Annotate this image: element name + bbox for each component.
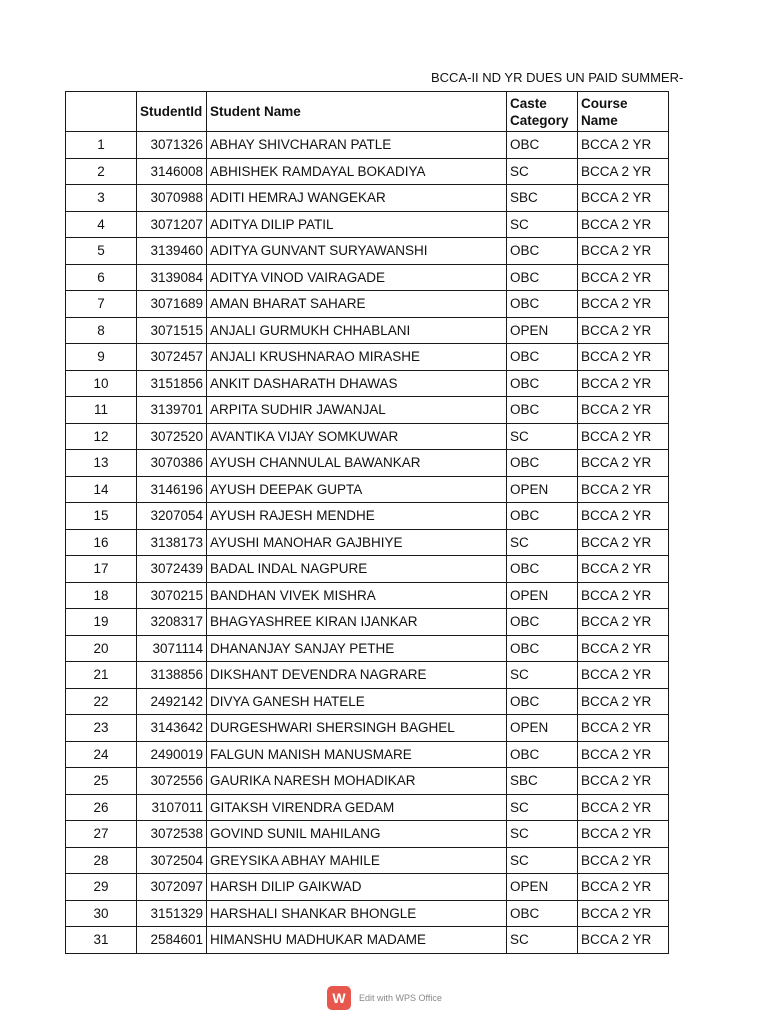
student-name-cell: DHANANJAY SANJAY PETHE — [207, 635, 507, 662]
student-name-cell: HARSH DILIP GAIKWAD — [207, 874, 507, 901]
student-name-cell: HARSHALI SHANKAR BHONGLE — [207, 900, 507, 927]
caste-category-cell: OBC — [507, 635, 578, 662]
caste-category-cell: OBC — [507, 291, 578, 318]
student-id-cell: 3139084 — [137, 264, 207, 291]
student-name-cell: AYUSH CHANNULAL BAWANKAR — [207, 450, 507, 477]
student-id-cell: 3207054 — [137, 503, 207, 530]
table-row — [66, 662, 669, 689]
serial-number-cell: 13 — [66, 450, 137, 477]
student-id-cell: 3070215 — [137, 582, 207, 609]
table-row — [66, 847, 669, 874]
serial-number-cell: 9 — [66, 344, 137, 371]
caste-category-cell: SC — [507, 423, 578, 450]
table-row — [66, 609, 669, 636]
student-id-cell: 3072538 — [137, 821, 207, 848]
table-row — [66, 370, 669, 397]
table-row — [66, 291, 669, 318]
course-name-cell: BCCA 2 YR — [578, 821, 669, 848]
table-row — [66, 529, 669, 556]
serial-number-cell: 29 — [66, 874, 137, 901]
caste-category-cell: OBC — [507, 370, 578, 397]
course-name-cell: BCCA 2 YR — [578, 317, 669, 344]
serial-number-cell: 11 — [66, 397, 137, 424]
student-id-cell: 2490019 — [137, 741, 207, 768]
student-id-cell: 3146008 — [137, 158, 207, 185]
serial-number-cell: 16 — [66, 529, 137, 556]
student-name-cell: AYUSH DEEPAK GUPTA — [207, 476, 507, 503]
table-row — [66, 503, 669, 530]
serial-number-cell: 31 — [66, 927, 137, 954]
caste-category-cell: OPEN — [507, 582, 578, 609]
student-id-cell: 3072556 — [137, 768, 207, 795]
table-row — [66, 821, 669, 848]
wps-footer-text[interactable]: Edit with WPS Office — [359, 993, 442, 1003]
caste-category-cell: OBC — [507, 503, 578, 530]
table-row — [66, 688, 669, 715]
student-name-cell: ANJALI KRUSHNARAO MIRASHE — [207, 344, 507, 371]
student-id-cell: 3071207 — [137, 211, 207, 238]
caste-category-cell: SC — [507, 794, 578, 821]
caste-category-cell: OBC — [507, 344, 578, 371]
course-name-cell: BCCA 2 YR — [578, 185, 669, 212]
course-name-cell: BCCA 2 YR — [578, 397, 669, 424]
serial-number-cell: 14 — [66, 476, 137, 503]
caste-category-cell: OBC — [507, 264, 578, 291]
serial-number-cell: 2 — [66, 158, 137, 185]
student-name-cell: AYUSHI MANOHAR GAJBHIYE — [207, 529, 507, 556]
page-title: BCCA-II ND YR DUES UN PAID SUMMER- — [431, 70, 684, 85]
caste-category-cell: OPEN — [507, 317, 578, 344]
student-id-cell: 3072504 — [137, 847, 207, 874]
course-name-cell: BCCA 2 YR — [578, 874, 669, 901]
student-id-cell: 3139460 — [137, 238, 207, 265]
student-id-cell: 3138856 — [137, 662, 207, 689]
table-row — [66, 715, 669, 742]
caste-category-cell: SC — [507, 211, 578, 238]
serial-number-cell: 19 — [66, 609, 137, 636]
table-row — [66, 238, 669, 265]
course-name-cell: BCCA 2 YR — [578, 503, 669, 530]
course-name-cell: BCCA 2 YR — [578, 715, 669, 742]
student-name-cell: ADITYA GUNVANT SURYAWANSHI — [207, 238, 507, 265]
student-id-cell: 3071326 — [137, 132, 207, 159]
course-name-cell: BCCA 2 YR — [578, 741, 669, 768]
student-id-cell: 2584601 — [137, 927, 207, 954]
student-id-cell: 3072520 — [137, 423, 207, 450]
serial-number-cell: 28 — [66, 847, 137, 874]
caste-category-cell: OBC — [507, 397, 578, 424]
caste-category-cell: OBC — [507, 609, 578, 636]
serial-number-cell: 18 — [66, 582, 137, 609]
student-name-cell: GREYSIKA ABHAY MAHILE — [207, 847, 507, 874]
course-name-cell: BCCA 2 YR — [578, 211, 669, 238]
serial-number-cell: 27 — [66, 821, 137, 848]
table-row — [66, 476, 669, 503]
wps-logo-icon[interactable]: W — [327, 986, 351, 1010]
caste-category-cell: SBC — [507, 185, 578, 212]
course-name-cell: BCCA 2 YR — [578, 423, 669, 450]
student-id-cell: 3151329 — [137, 900, 207, 927]
serial-number-cell: 1 — [66, 132, 137, 159]
course-name-cell: BCCA 2 YR — [578, 529, 669, 556]
serial-number-cell: 24 — [66, 741, 137, 768]
course-name-cell: BCCA 2 YR — [578, 768, 669, 795]
student-id-cell: 3146196 — [137, 476, 207, 503]
table-row — [66, 317, 669, 344]
student-name-cell: ADITYA VINOD VAIRAGADE — [207, 264, 507, 291]
header-serial-number — [66, 92, 137, 132]
student-id-cell: 3070386 — [137, 450, 207, 477]
caste-category-cell: SC — [507, 529, 578, 556]
table-row — [66, 768, 669, 795]
student-id-cell: 3070988 — [137, 185, 207, 212]
serial-number-cell: 8 — [66, 317, 137, 344]
course-name-cell: BCCA 2 YR — [578, 927, 669, 954]
table-row — [66, 264, 669, 291]
caste-category-cell: OPEN — [507, 476, 578, 503]
course-name-cell: BCCA 2 YR — [578, 556, 669, 583]
caste-category-cell: OBC — [507, 450, 578, 477]
student-id-cell: 3139701 — [137, 397, 207, 424]
course-name-cell: BCCA 2 YR — [578, 264, 669, 291]
course-name-cell: BCCA 2 YR — [578, 582, 669, 609]
header-caste-category: Caste Category — [507, 92, 578, 132]
caste-category-cell: OBC — [507, 900, 578, 927]
student-name-cell: FALGUN MANISH MANUSMARE — [207, 741, 507, 768]
table-row — [66, 927, 669, 954]
course-name-cell: BCCA 2 YR — [578, 688, 669, 715]
course-name-cell: BCCA 2 YR — [578, 476, 669, 503]
student-name-cell: ARPITA SUDHIR JAWANJAL — [207, 397, 507, 424]
course-name-cell: BCCA 2 YR — [578, 344, 669, 371]
serial-number-cell: 23 — [66, 715, 137, 742]
header-student-id: StudentId — [137, 92, 207, 132]
student-name-cell: AVANTIKA VIJAY SOMKUWAR — [207, 423, 507, 450]
table-row — [66, 556, 669, 583]
serial-number-cell: 25 — [66, 768, 137, 795]
student-id-cell: 3151856 — [137, 370, 207, 397]
serial-number-cell: 30 — [66, 900, 137, 927]
serial-number-cell: 5 — [66, 238, 137, 265]
serial-number-cell: 10 — [66, 370, 137, 397]
serial-number-cell: 12 — [66, 423, 137, 450]
caste-category-cell: OBC — [507, 238, 578, 265]
student-name-cell: GOVIND SUNIL MAHILANG — [207, 821, 507, 848]
table-row — [66, 635, 669, 662]
student-name-cell: ABHISHEK RAMDAYAL BOKADIYA — [207, 158, 507, 185]
table-row — [66, 423, 669, 450]
serial-number-cell: 7 — [66, 291, 137, 318]
table-row — [66, 450, 669, 477]
course-name-cell: BCCA 2 YR — [578, 158, 669, 185]
caste-category-cell: SBC — [507, 768, 578, 795]
caste-category-cell: SC — [507, 927, 578, 954]
student-id-cell: 3071515 — [137, 317, 207, 344]
course-name-cell: BCCA 2 YR — [578, 794, 669, 821]
course-name-cell: BCCA 2 YR — [578, 132, 669, 159]
course-name-cell: BCCA 2 YR — [578, 609, 669, 636]
caste-category-cell: OBC — [507, 741, 578, 768]
table-body — [66, 132, 669, 954]
student-name-cell: BADAL INDAL NAGPURE — [207, 556, 507, 583]
table-row — [66, 741, 669, 768]
student-id-cell: 3143642 — [137, 715, 207, 742]
student-id-cell: 2492142 — [137, 688, 207, 715]
student-name-cell: ANKIT DASHARATH DHAWAS — [207, 370, 507, 397]
caste-category-cell: SC — [507, 847, 578, 874]
caste-category-cell: OBC — [507, 688, 578, 715]
header-student-name: Student Name — [207, 92, 507, 132]
table-row — [66, 794, 669, 821]
course-name-cell: BCCA 2 YR — [578, 847, 669, 874]
student-id-cell: 3138173 — [137, 529, 207, 556]
caste-category-cell: OPEN — [507, 715, 578, 742]
student-name-cell: DIKSHANT DEVENDRA NAGRARE — [207, 662, 507, 689]
table-row — [66, 874, 669, 901]
student-id-cell: 3072457 — [137, 344, 207, 371]
course-name-cell: BCCA 2 YR — [578, 238, 669, 265]
table-row — [66, 344, 669, 371]
student-name-cell: ABHAY SHIVCHARAN PATLE — [207, 132, 507, 159]
course-name-cell: BCCA 2 YR — [578, 900, 669, 927]
caste-category-cell: SC — [507, 662, 578, 689]
serial-number-cell: 20 — [66, 635, 137, 662]
student-name-cell: ADITYA DILIP PATIL — [207, 211, 507, 238]
caste-category-cell: OBC — [507, 132, 578, 159]
student-id-cell: 3107011 — [137, 794, 207, 821]
table-row — [66, 158, 669, 185]
table-row — [66, 900, 669, 927]
student-name-cell: HIMANSHU MADHUKAR MADAME — [207, 927, 507, 954]
student-name-cell: DURGESHWARI SHERSINGH BAGHEL — [207, 715, 507, 742]
course-name-cell: BCCA 2 YR — [578, 370, 669, 397]
header-course-name: Course Name — [578, 92, 669, 132]
table-row — [66, 582, 669, 609]
caste-category-cell: SC — [507, 158, 578, 185]
student-name-cell: BHAGYASHREE KIRAN IJANKAR — [207, 609, 507, 636]
serial-number-cell: 15 — [66, 503, 137, 530]
serial-number-cell: 17 — [66, 556, 137, 583]
student-id-cell: 3208317 — [137, 609, 207, 636]
table-row — [66, 211, 669, 238]
student-name-cell: AMAN BHARAT SAHARE — [207, 291, 507, 318]
student-name-cell: ADITI HEMRAJ WANGEKAR — [207, 185, 507, 212]
student-name-cell: GITAKSH VIRENDRA GEDAM — [207, 794, 507, 821]
course-name-cell: BCCA 2 YR — [578, 450, 669, 477]
wps-footer[interactable] — [327, 986, 442, 1010]
course-name-cell: BCCA 2 YR — [578, 662, 669, 689]
student-name-cell: AYUSH RAJESH MENDHE — [207, 503, 507, 530]
dues-table — [65, 91, 669, 954]
serial-number-cell: 4 — [66, 211, 137, 238]
serial-number-cell: 6 — [66, 264, 137, 291]
table-row — [66, 132, 669, 159]
student-name-cell: ANJALI GURMUKH CHHABLANI — [207, 317, 507, 344]
student-name-cell: GAURIKA NARESH MOHADIKAR — [207, 768, 507, 795]
caste-category-cell: SC — [507, 821, 578, 848]
serial-number-cell: 3 — [66, 185, 137, 212]
student-id-cell: 3071114 — [137, 635, 207, 662]
student-id-cell: 3071689 — [137, 291, 207, 318]
serial-number-cell: 21 — [66, 662, 137, 689]
serial-number-cell: 22 — [66, 688, 137, 715]
table-header-row — [66, 92, 669, 132]
serial-number-cell: 26 — [66, 794, 137, 821]
student-name-cell: DIVYA GANESH HATELE — [207, 688, 507, 715]
student-id-cell: 3072439 — [137, 556, 207, 583]
student-id-cell: 3072097 — [137, 874, 207, 901]
caste-category-cell: OBC — [507, 556, 578, 583]
student-name-cell: BANDHAN VIVEK MISHRA — [207, 582, 507, 609]
table-row — [66, 397, 669, 424]
caste-category-cell: OPEN — [507, 874, 578, 901]
course-name-cell: BCCA 2 YR — [578, 291, 669, 318]
table-row — [66, 185, 669, 212]
course-name-cell: BCCA 2 YR — [578, 635, 669, 662]
